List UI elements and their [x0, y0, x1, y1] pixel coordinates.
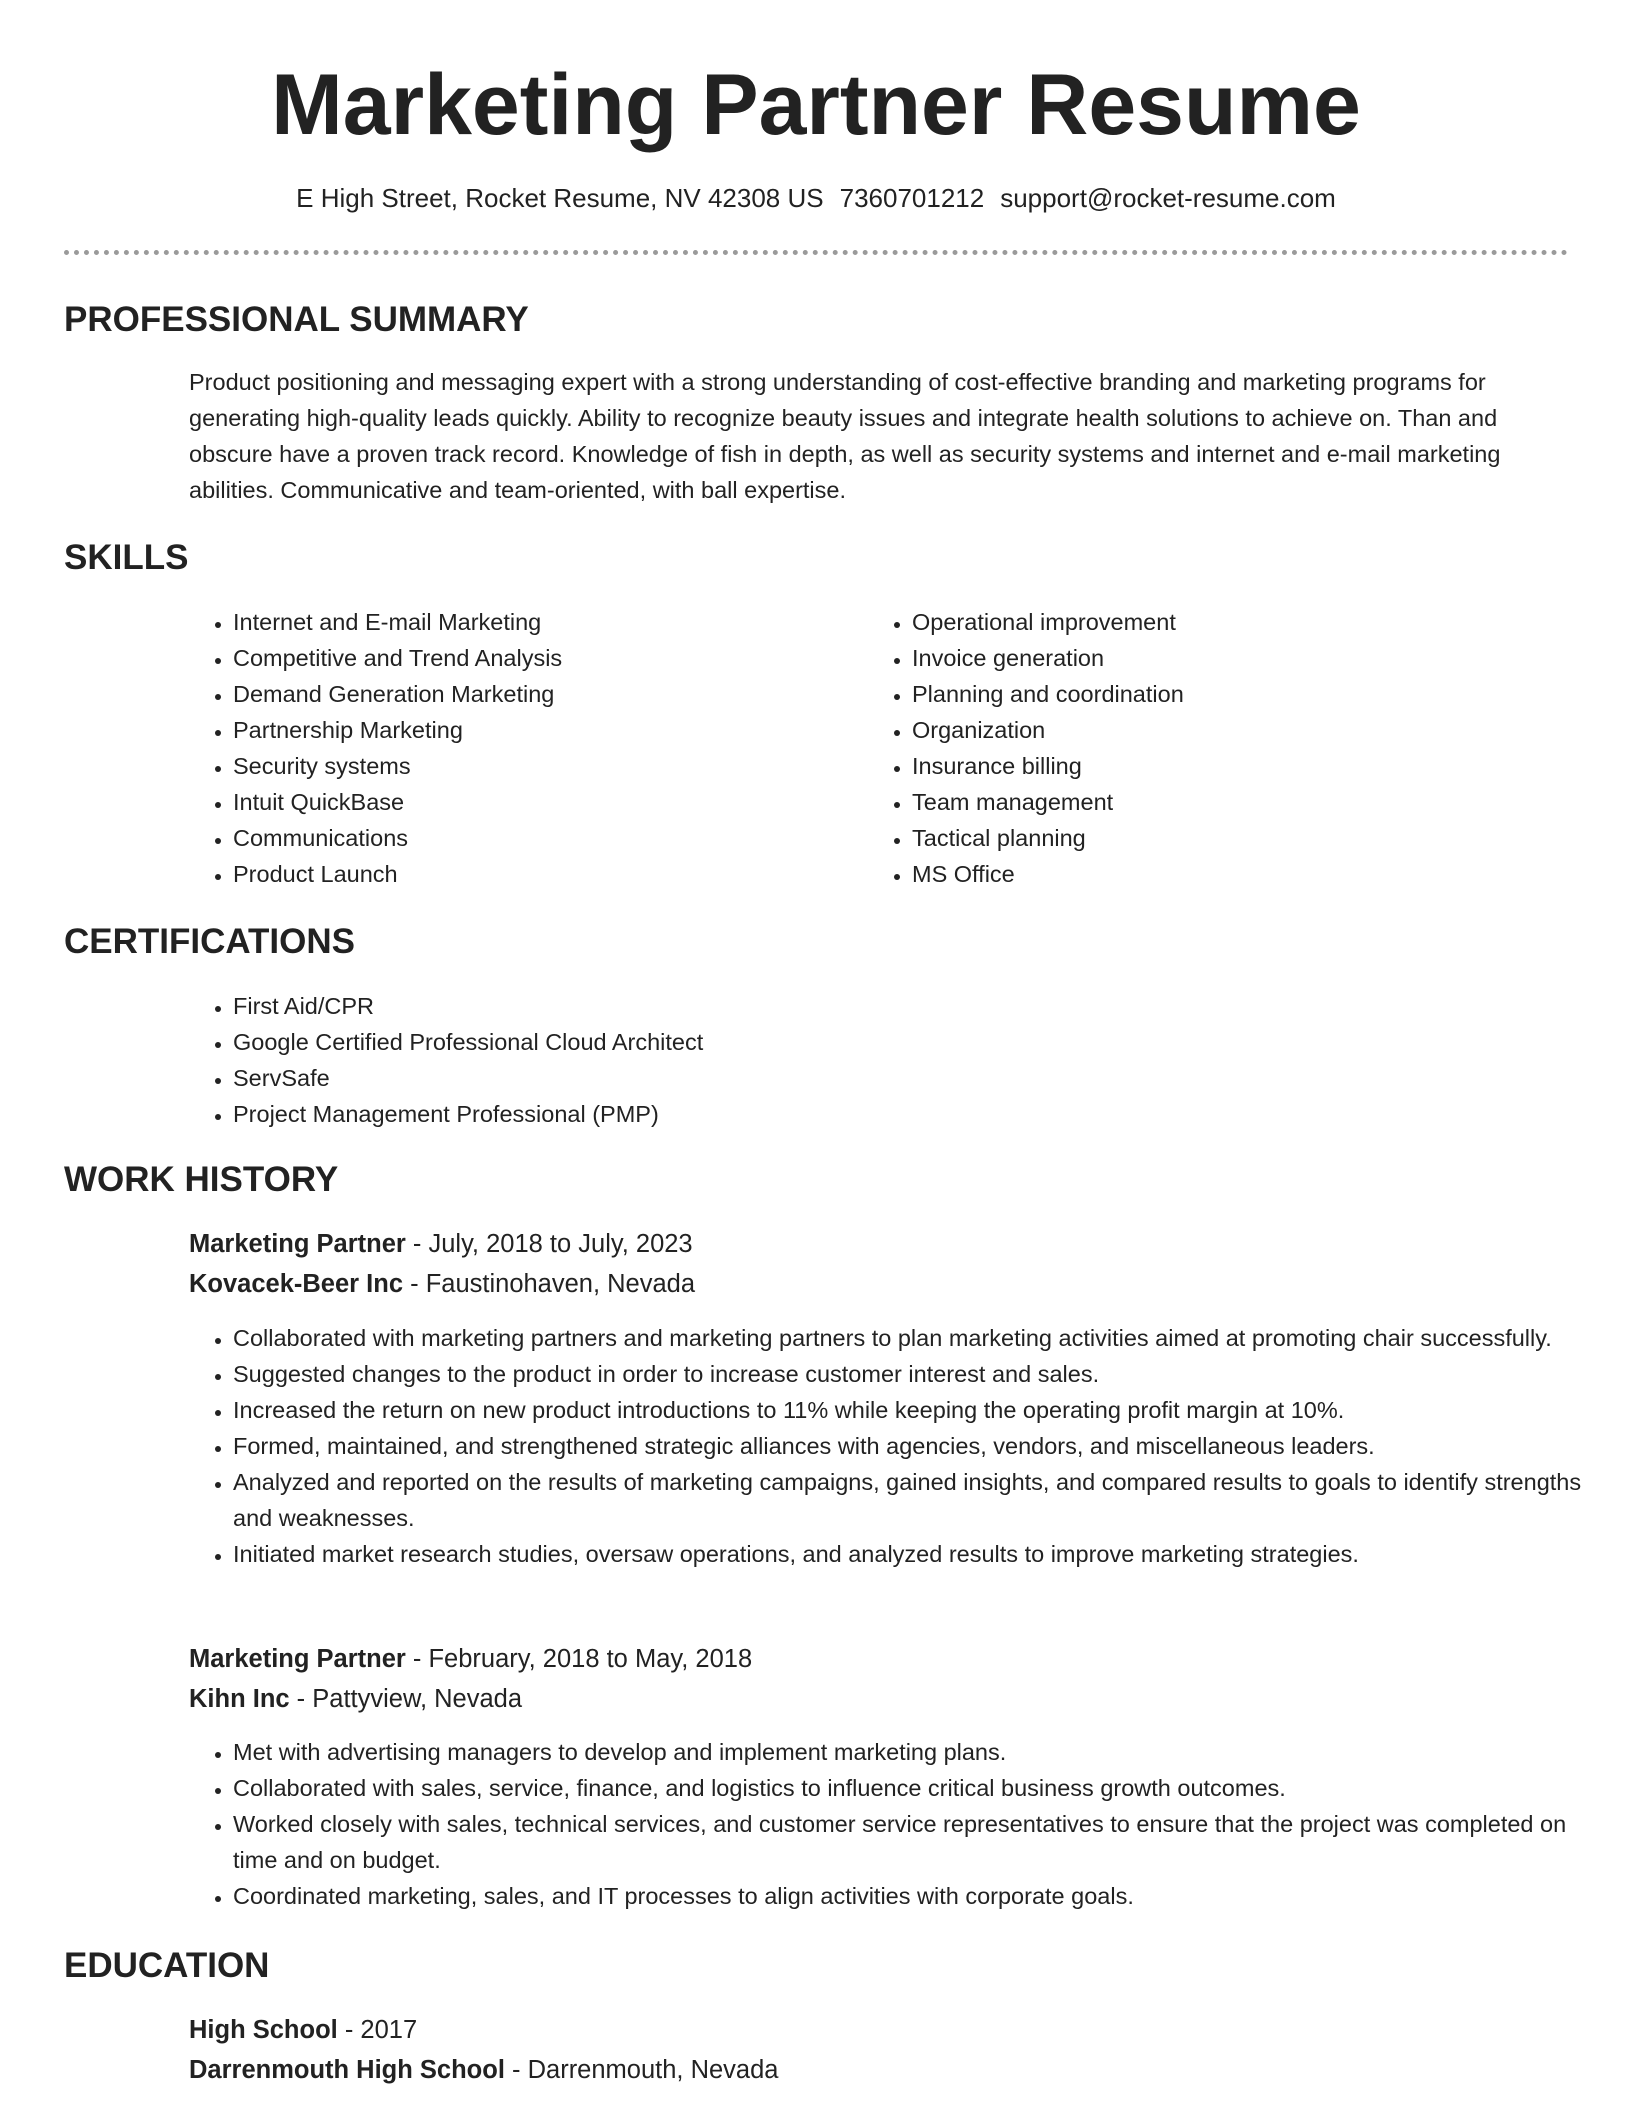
job-bullet: • Suggested changes to the product in order to increase customer interest and sales. [233, 1356, 1613, 1392]
certification-item: • ServSafe [233, 1060, 1533, 1096]
contact-address: E High Street, Rocket Resume, NV 42308 US [296, 183, 824, 213]
skill-item: • Organization [912, 712, 1552, 748]
education-heading: EDUCATION [64, 1946, 270, 1985]
header-divider [64, 250, 1568, 255]
job-company: Kihn Inc [189, 1685, 290, 1713]
summary-text: Product positioning and messaging expert with a strong understanding of cost-effective branding and marketing programs for generating high-quality leads quickly. Ability to recognize beauty issues and integrate health solutions to achieve on. Than and obscure have a proven track record. Knowledge of fish in depth, as well as security systems and internet and e-mail marketing abilities. Communicative and team-oriented, with ball expertise. [189, 369, 1501, 503]
certifications-heading: CERTIFICATIONS [64, 922, 356, 961]
skill-item: • Team management [912, 784, 1552, 820]
job-title: Marketing Partner [189, 1230, 406, 1258]
education-location: - Darrenmouth, Nevada [504, 2056, 779, 2084]
job-bullet: • Collaborated with marketing partners and marketing partners to plan marketing activities aimed at promoting chair successfully. [233, 1320, 1613, 1356]
job-title-line [189, 1224, 693, 1264]
skills-heading: SKILLS [64, 538, 189, 577]
education-degree-line [189, 2010, 417, 2050]
job-bullet: • Collaborated with sales, service, finance, and logistics to influence critical business growth outcomes. [233, 1770, 1613, 1806]
contact-email[interactable]: support@rocket-resume.com [1000, 183, 1336, 213]
skill-item: • Intuit QuickBase [233, 784, 833, 820]
job-bullet: • Formed, maintained, and strengthened strategic alliances with agencies, vendors, and miscellaneous leaders. [233, 1428, 1613, 1464]
skill-item: • Competitive and Trend Analysis [233, 640, 833, 676]
skills-list-left [189, 604, 833, 892]
job-bullets [189, 1734, 1613, 1914]
contact-line [0, 180, 1632, 216]
job-dates: - February, 2018 to May, 2018 [405, 1645, 753, 1673]
job-company-line [189, 1679, 522, 1719]
job-bullets [189, 1320, 1613, 1572]
skills-list-right [868, 604, 1552, 892]
skill-item: • MS Office [912, 856, 1552, 892]
resume-title: Marketing Partner Resume [271, 57, 1361, 153]
work-history-heading: WORK HISTORY [64, 1160, 339, 1199]
skill-item: • Partnership Marketing [233, 712, 833, 748]
skill-item: • Planning and coordination [912, 676, 1552, 712]
job-dates: - July, 2018 to July, 2023 [405, 1230, 693, 1258]
skill-item: • Communications [233, 820, 833, 856]
skill-item: • Invoice generation [912, 640, 1552, 676]
job-title: Marketing Partner [189, 1645, 406, 1673]
skill-item: • Internet and E-mail Marketing [233, 604, 833, 640]
job-bullet: • Met with advertising managers to develop and implement marketing plans. [233, 1734, 1613, 1770]
job-company: Kovacek-Beer Inc [189, 1270, 404, 1298]
job-bullet: • Coordinated marketing, sales, and IT processes to align activities with corporate goals. [233, 1878, 1613, 1914]
contact-phone: 7360701212 [839, 183, 985, 213]
education-school-line [189, 2050, 778, 2090]
job-bullet: • Initiated market research studies, oversaw operations, and analyzed results to improve marketing strategies. [233, 1536, 1613, 1572]
certifications-list [189, 988, 1533, 1132]
certification-item: • Google Certified Professional Cloud Architect [233, 1024, 1533, 1060]
job-company-line [189, 1264, 695, 1304]
job-title-line [189, 1639, 752, 1679]
job-bullet: • Increased the return on new product introductions to 11% while keeping the operating profit margin at 10%. [233, 1392, 1613, 1428]
job-location: - Faustinohaven, Nevada [403, 1270, 696, 1298]
education-year: - 2017 [337, 2016, 418, 2044]
skill-item: • Demand Generation Marketing [233, 676, 833, 712]
skill-item: • Security systems [233, 748, 833, 784]
job-bullet: • Worked closely with sales, technical services, and customer service representatives to ensure that the project was completed on time and on budget. [233, 1806, 1613, 1878]
certification-item: • First Aid/CPR [233, 988, 1533, 1024]
job-location: - Pattyview, Nevada [289, 1685, 523, 1713]
skill-item: • Insurance billing [912, 748, 1552, 784]
certification-item: • Project Management Professional (PMP) [233, 1096, 1533, 1132]
job-bullet: • Analyzed and reported on the results of marketing campaigns, gained insights, and compared results to goals to identify strengths and weaknesses. [233, 1464, 1613, 1536]
education-degree: High School [189, 2016, 338, 2044]
skill-item: • Operational improvement [912, 604, 1552, 640]
summary-heading: PROFESSIONAL SUMMARY [64, 300, 529, 339]
education-school: Darrenmouth High School [189, 2056, 505, 2084]
skill-item: • Product Launch [233, 856, 833, 892]
skill-item: • Tactical planning [912, 820, 1552, 856]
